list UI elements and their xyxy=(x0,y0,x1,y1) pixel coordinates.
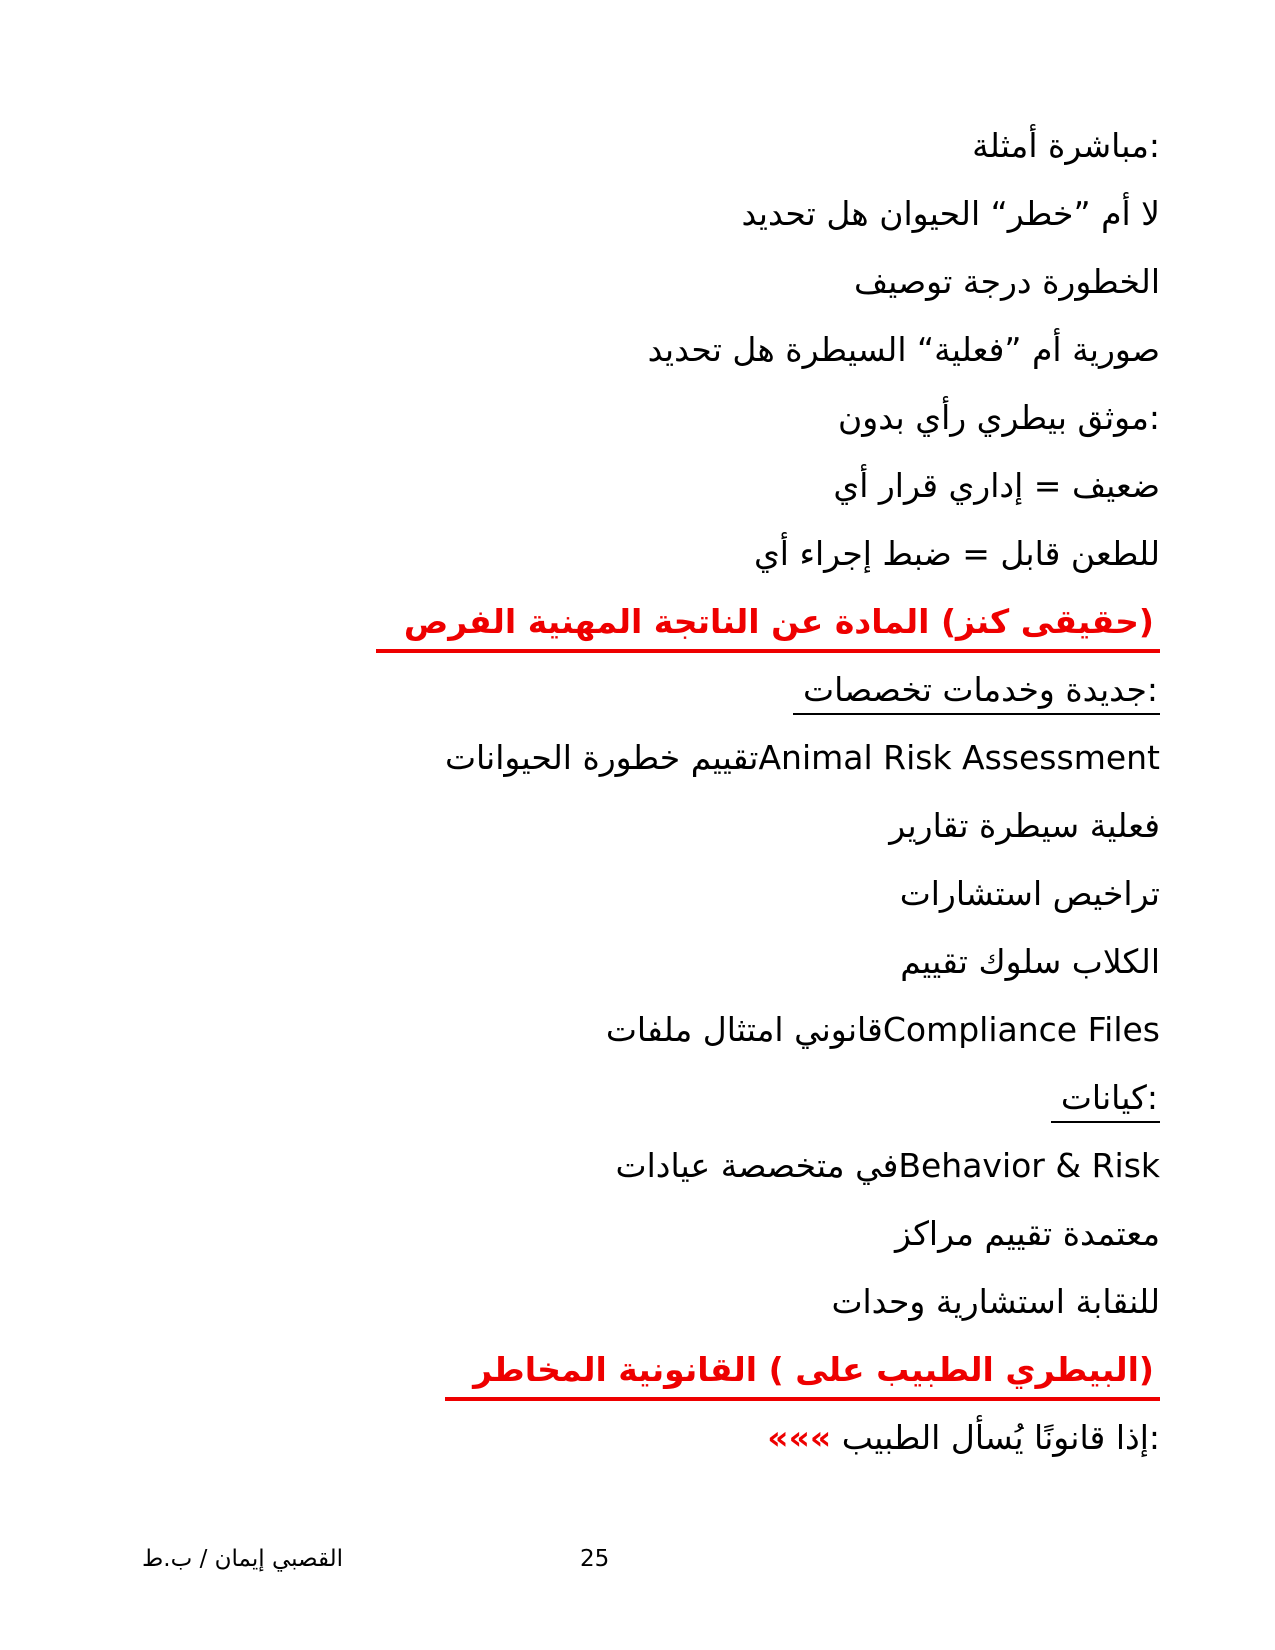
word: إيمان xyxy=(214,1546,265,1572)
word: معتمدة xyxy=(1062,1214,1160,1253)
page-number: 25 xyxy=(580,1546,610,1572)
word: تقييم xyxy=(984,1214,1053,1253)
word: أي xyxy=(833,466,869,505)
text-line xyxy=(70,724,1160,792)
word: حقيقى) xyxy=(1020,602,1154,641)
word: هل xyxy=(732,330,775,369)
word: خطورة xyxy=(582,738,681,777)
word: الناتجة xyxy=(653,602,760,641)
word: المهنية xyxy=(527,602,643,641)
word: تقييم xyxy=(900,942,968,981)
word: تقارير xyxy=(889,806,969,845)
word: الحيوانات xyxy=(444,738,572,777)
word: مباشرة: xyxy=(1048,126,1160,165)
word: تحديد xyxy=(647,330,722,369)
word: الخطورة xyxy=(1042,262,1160,301)
word: موثق: xyxy=(1077,398,1160,437)
document-body xyxy=(70,112,1160,1472)
word: هل xyxy=(826,194,869,233)
word: عن xyxy=(771,602,824,641)
text-line xyxy=(70,792,1160,860)
text-line xyxy=(70,860,1160,928)
word: متخصصة xyxy=(720,1146,845,1185)
word: ملفات xyxy=(605,1010,693,1049)
word: للطعن xyxy=(1070,534,1160,573)
text-line xyxy=(70,520,1160,588)
text-line xyxy=(70,1336,1160,1404)
word: تراخيص xyxy=(1052,874,1160,913)
word: أم xyxy=(1101,194,1131,233)
word: المادة xyxy=(834,602,930,641)
word: لا xyxy=(1141,194,1160,233)
word: سلوك xyxy=(978,942,1062,981)
word: امتثال xyxy=(702,1010,784,1049)
word: بيطري xyxy=(976,398,1067,437)
footer xyxy=(0,1538,1275,1588)
word: أم xyxy=(1032,330,1062,369)
text-line xyxy=(70,996,1160,1064)
word: قرار xyxy=(878,466,938,505)
word: استشارات xyxy=(899,874,1043,913)
word: بدون xyxy=(838,398,905,437)
word: إجراء xyxy=(799,534,872,573)
word: استشارية xyxy=(935,1282,1065,1321)
word: = xyxy=(1033,466,1062,505)
word: (كنز xyxy=(940,602,1010,641)
word: يُسأل xyxy=(950,1418,1024,1457)
word: البيطري) xyxy=(1005,1350,1154,1389)
text-line xyxy=(70,248,1160,316)
word: صورية xyxy=(1072,330,1160,369)
word: القصبي xyxy=(271,1546,344,1572)
word: أمثلة xyxy=(972,126,1038,165)
footer-author xyxy=(142,1546,343,1572)
word: الطبيب xyxy=(876,1350,994,1389)
word: درجة xyxy=(962,262,1032,301)
word: الفرص xyxy=(403,602,517,641)
word: الطبيب xyxy=(841,1418,941,1457)
word: قانونًا xyxy=(1034,1418,1106,1457)
word: قابل xyxy=(1000,534,1061,573)
word: ضعيف xyxy=(1071,466,1160,505)
word: رأي xyxy=(915,398,967,437)
text-line xyxy=(70,1064,1160,1132)
word: سيطرة xyxy=(979,806,1080,845)
word: ضبط xyxy=(882,534,952,573)
word: كيانات: xyxy=(1060,1078,1158,1117)
word: = xyxy=(962,534,990,573)
word: على xyxy=(795,1350,865,1389)
word: أي xyxy=(753,534,789,573)
text-line xyxy=(70,1404,1160,1472)
word: القانونية xyxy=(618,1350,758,1389)
word: تقييمAnimal Risk Assessment xyxy=(690,738,1160,777)
word: السيطرة xyxy=(785,330,907,369)
red-guillemet-marks: ««« xyxy=(767,1418,832,1457)
word: وخدمات xyxy=(942,670,1055,709)
word: ط‎.ب xyxy=(142,1546,193,1572)
word: قانونيCompliance Files xyxy=(794,1010,1160,1049)
text-line xyxy=(70,112,1160,180)
word: فيBehavior & Risk xyxy=(855,1146,1160,1185)
text-line xyxy=(70,452,1160,520)
word: مراكز xyxy=(895,1214,974,1253)
text-line xyxy=(70,1132,1160,1200)
word: تخصصات xyxy=(803,670,932,709)
word: توصيف xyxy=(854,262,953,301)
word: وحدات xyxy=(831,1282,926,1321)
word: إذا: xyxy=(1115,1418,1160,1457)
word: ( xyxy=(768,1350,784,1389)
word: جديدة: xyxy=(1065,670,1158,709)
text-line xyxy=(70,1200,1160,1268)
word: الكلاب xyxy=(1071,942,1160,981)
text-line xyxy=(70,928,1160,996)
text-line xyxy=(70,588,1160,656)
text-line xyxy=(70,316,1160,384)
word: المخاطر xyxy=(473,1350,607,1389)
word: فعلية xyxy=(1089,806,1160,845)
text-line xyxy=(70,656,1160,724)
word: “خطر” xyxy=(990,194,1091,233)
word: “فعلية” xyxy=(917,330,1022,369)
word: عيادات xyxy=(615,1146,711,1185)
word: إداري xyxy=(948,466,1024,505)
word: / xyxy=(199,1546,208,1572)
text-line xyxy=(70,384,1160,452)
word: للنقابة xyxy=(1075,1282,1160,1321)
word: الحيوان xyxy=(879,194,981,233)
word: تحديد xyxy=(741,194,816,233)
text-line xyxy=(70,180,1160,248)
text-line xyxy=(70,1268,1160,1336)
